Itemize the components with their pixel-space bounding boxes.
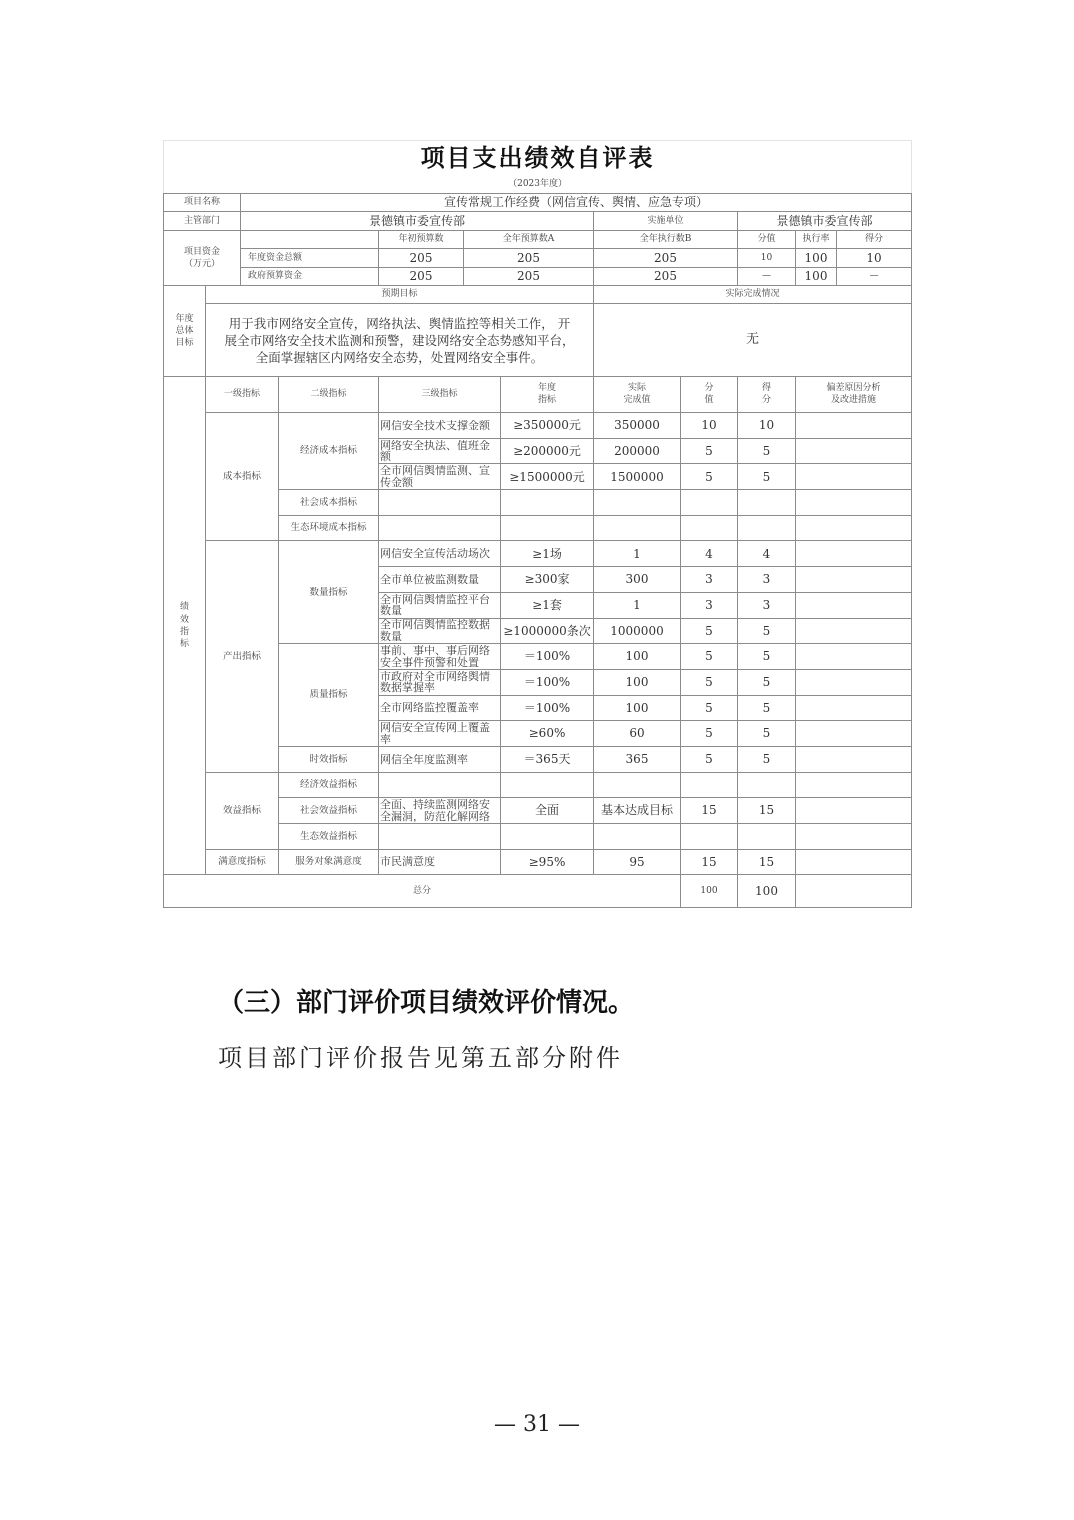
funds-row-label: 年度资金总额 [241,249,379,268]
annual-target-cell [501,669,594,695]
weight-cell [681,695,738,721]
score-cell [738,798,796,824]
level2-indicator: 生态环境成本指标 [290,522,367,534]
total-label: 总分 [164,875,681,908]
header-weight: 分 值 [681,377,738,413]
annual-target-cell [501,592,594,618]
page-number: — 31 — [494,1412,580,1437]
actual-value: 95 [629,854,645,869]
level2-indicator-cell [279,515,379,541]
annual-target: ＝100% [523,675,571,690]
deviation-analysis-cell [796,515,912,541]
level1-indicator: 产出指标 [222,650,261,662]
funds-weight-value: — [738,268,796,286]
annual-target: ≥200000元 [513,443,581,458]
actual-value: 1 [633,546,641,561]
year-row [164,176,912,194]
total-deviation-blank [796,875,912,908]
weight-cell [681,746,738,772]
actual-value: 350000 [614,418,660,433]
level2-indicator-cell [279,824,379,850]
table-year: （2023年度） [164,176,912,194]
weight: 4 [705,546,713,561]
level3-indicator: 全市网信舆情监控数据数量 [380,619,490,643]
weight-cell [681,567,738,593]
score-cell [738,541,796,567]
expected-goal-header: 预期目标 [206,286,594,304]
weight: 15 [701,854,717,869]
level3-indicator-cell [379,515,501,541]
annual-target-cell [501,849,594,875]
level3-indicator: 事前、事中、事后网络安全事件预警和处置 [380,645,490,669]
header-level3: 三级指标 [379,377,501,413]
total-score: 100 [738,875,796,908]
actual-value-cell [594,695,681,721]
weight-cell [681,592,738,618]
annual-target-cell [501,721,594,747]
score: 5 [762,675,771,690]
annual-target: ≥1套 [532,597,562,612]
score: 4 [762,546,771,561]
level2-indicator: 服务对象满意度 [295,856,362,868]
level3-indicator: 网信全年度监测率 [380,753,468,766]
weight: 5 [705,443,713,458]
deviation-analysis-cell [796,669,912,695]
weight-cell [681,644,738,670]
funds-score-value: — [837,268,912,286]
deviation-analysis-cell [796,695,912,721]
level3-indicator-cell [379,746,501,772]
actual-value: 365 [625,752,649,767]
actual-value-cell [594,464,681,490]
deviation-analysis-cell [796,464,912,490]
level2-indicator: 社会成本指标 [299,496,357,508]
annual-target-cell [501,618,594,644]
weight: 5 [705,623,713,638]
annual-target: ＝100% [523,700,571,715]
level1-indicator: 效益指标 [222,804,261,816]
level3-indicator-cell [379,592,501,618]
level2-indicator-cell [279,490,379,516]
annual-target-cell [501,515,594,541]
score-cell [738,438,796,464]
score-cell [738,618,796,644]
annual-target: ＝365天 [523,752,571,767]
funds-header-executed: 全年执行数B [594,231,738,249]
annual-target-cell [501,490,594,516]
actual-value-cell [594,849,681,875]
level2-indicator: 数量指标 [309,586,348,598]
indicator-header-row [164,377,912,413]
weight: 5 [705,700,713,715]
level2-indicator: 生态效益指标 [299,830,357,842]
department-label: 主管部门 [164,212,241,231]
score-cell [738,592,796,618]
weight: 5 [705,649,713,664]
indicator-row [164,849,912,875]
indicators-label: 绩效指标 [179,602,189,649]
deviation-analysis-cell [796,438,912,464]
funds-annual-value: 205 [464,249,594,268]
score-cell [738,464,796,490]
level3-indicator: 网信安全宣传活动场次 [380,548,490,560]
section-text: 项目部门评价报告见第五部分附件 [218,1044,623,1072]
funds-header-row [164,231,912,249]
weight: 5 [705,752,713,767]
actual-value-cell [594,490,681,516]
expected-goal-text [206,304,594,377]
actual-value: 200000 [614,443,660,458]
annual-target: ≥350000元 [513,418,581,433]
weight-cell [681,849,738,875]
score: 15 [758,803,775,818]
funds-executed-value: 205 [594,268,738,286]
funds-initial-value: 205 [379,249,464,268]
annual-target: ＝100% [523,649,571,664]
header-level2: 二级指标 [279,377,379,413]
header-level1: 一级指标 [206,377,279,413]
deviation-analysis-cell [796,824,912,850]
actual-value-cell [594,438,681,464]
funds-label: 项目资金（万元） [183,246,220,269]
weight-cell [681,438,738,464]
goal-content-row [164,304,912,377]
weight-cell [681,798,738,824]
project-name-value: 宣传常规工作经费（网信宣传、舆情、应急专项） [241,194,912,212]
level3-indicator: 市政府对全市网络舆情数据掌握率 [380,670,490,694]
weight: 5 [705,726,713,741]
level1-indicator: 成本指标 [222,471,261,483]
weight-cell [681,464,738,490]
actual-value-cell [594,567,681,593]
actual-value-cell [594,772,681,798]
actual-value-cell [594,721,681,747]
level3-indicator: 市民满意度 [380,856,435,868]
department-row [164,212,912,231]
score: 5 [762,752,771,767]
actual-value-cell [594,746,681,772]
weight-cell [681,772,738,798]
score: 5 [762,469,771,484]
level2-indicator-cell [279,798,379,824]
score: 5 [762,443,771,458]
indicators-label-cell [164,377,206,875]
section-heading: （三）部门评价项目绩效评价情况。 [218,988,635,1018]
funds-header-rate: 执行率 [796,231,837,249]
annual-target: 全面 [534,803,559,818]
score-cell [738,490,796,516]
funds-executed-value: 205 [594,249,738,268]
level3-indicator-cell [379,464,501,490]
actual-value: 300 [625,572,649,587]
annual-target: ≥95% [528,854,566,869]
score-cell [738,721,796,747]
level3-indicator-cell [379,644,501,670]
deviation-analysis-cell [796,721,912,747]
level3-indicator: 全市单位被监测数量 [380,573,479,586]
deviation-analysis-cell [796,746,912,772]
actual-value: 60 [629,726,645,741]
weight-cell [681,541,738,567]
goal-header-row [164,286,912,304]
annual-target-cell [501,567,594,593]
annual-target: ≥60% [528,726,566,741]
funds-row-label: 政府预算资金 [241,268,379,286]
level3-indicator-cell [379,541,501,567]
deviation-analysis-cell [796,772,912,798]
header-deviation-analysis: 偏差原因分析 及改进措施 [796,377,912,413]
total-weight: 100 [681,875,738,908]
level3-indicator: 全市网络监控覆盖率 [380,702,479,714]
annual-target-cell [501,746,594,772]
level3-indicator-cell [379,695,501,721]
deviation-analysis-cell [796,490,912,516]
expected-goal-line: 全面掌握辖区内网络安全态势，处置网络安全事件。 [255,349,544,365]
goal-label: 年度总体目标 [175,313,194,349]
header-annual-target: 年度 指标 [501,377,594,413]
performance-self-evaluation-table [163,140,912,908]
actual-value: 1500000 [610,469,664,484]
annual-target-cell [501,798,594,824]
funds-header-annual: 全年预算数A [464,231,594,249]
level2-indicator: 质量指标 [309,689,348,701]
level2-indicator: 社会效益指标 [299,804,357,816]
funds-rate-value: 100 [796,249,837,268]
funds-row-total [164,249,912,268]
funds-score-value: 10 [837,249,912,268]
score-cell [738,695,796,721]
actual-value: 1000000 [610,623,664,638]
score-cell [738,849,796,875]
level1-indicator-cell [206,413,279,541]
weight: 5 [705,469,713,484]
deviation-analysis-cell [796,567,912,593]
weight: 10 [701,418,717,433]
annual-target: ≥300家 [524,572,570,587]
weight-cell [681,669,738,695]
expected-goal-line: 用于我市网络安全宣传，网络执法、舆情监控等相关工作， 开 [228,315,571,331]
actual-value: 1 [633,597,641,612]
deviation-analysis-cell [796,618,912,644]
funds-weight-value: 10 [738,249,796,268]
indicator-row [164,772,912,798]
implementer-label: 实施单位 [594,212,738,231]
deviation-analysis-cell [796,849,912,875]
score-cell [738,567,796,593]
annual-target-cell [501,464,594,490]
annual-target-cell [501,541,594,567]
actual-completion-text: 无 [594,304,912,377]
level3-indicator-cell [379,567,501,593]
level3-indicator: 网信安全宣传网上覆盖率 [380,722,490,746]
score-cell [738,669,796,695]
annual-target-cell [501,413,594,439]
funds-header-initial: 年初预算数 [379,231,464,249]
actual-completion-header: 实际完成情况 [594,286,912,304]
score: 10 [758,418,775,433]
weight-cell [681,721,738,747]
funds-annual-value: 205 [464,268,594,286]
score: 3 [762,572,771,587]
expected-goal-line: 展全市网络安全技术监测和预警，建设网络安全态势感知平台， [224,332,575,348]
annual-target: ≥1000000条次 [503,623,591,638]
score: 5 [762,700,771,715]
actual-value-cell [594,618,681,644]
deviation-analysis-cell [796,413,912,439]
weight-cell [681,824,738,850]
actual-value-cell [594,669,681,695]
funds-row-government [164,268,912,286]
actual-value: 100 [625,675,649,690]
level3-indicator: 网络安全执法、值班金额 [380,439,490,463]
level3-indicator-cell [379,669,501,695]
score-cell [738,413,796,439]
score: 5 [762,623,771,638]
level3-indicator-cell [379,490,501,516]
weight-cell [681,413,738,439]
actual-value: 100 [625,700,649,715]
level3-indicator-cell [379,772,501,798]
annual-target: ≥1场 [532,546,562,561]
score-cell [738,644,796,670]
total-row [164,875,912,908]
level1-indicator-cell [206,541,279,772]
actual-value-cell [594,824,681,850]
funds-initial-value: 205 [379,268,464,286]
actual-value-cell [594,541,681,567]
actual-value: 基本达成目标 [600,803,673,818]
weight-cell [681,618,738,644]
level3-indicator-cell [379,798,501,824]
weight: 15 [701,803,717,818]
weight-cell [681,490,738,516]
actual-value-cell [594,798,681,824]
deviation-analysis-cell [796,644,912,670]
weight: 5 [705,675,713,690]
score-cell [738,515,796,541]
title-row [164,141,912,176]
funds-header-weight: 分值 [738,231,796,249]
table-title: 项目支出绩效自评表 [164,141,912,176]
level1-indicator: 满意度指标 [218,856,266,868]
score-cell [738,772,796,798]
annual-target-cell [501,824,594,850]
level2-indicator-cell [279,772,379,798]
annual-target-cell [501,772,594,798]
actual-value-cell [594,592,681,618]
header-score: 得 分 [738,377,796,413]
department-value: 景德镇市委宣传部 [241,212,594,231]
actual-value-cell [594,515,681,541]
level2-indicator-cell [279,541,379,644]
level3-indicator-cell [379,413,501,439]
annual-target: ≥1500000元 [509,469,585,484]
level3-indicator: 网信安全技术支撑金额 [380,419,490,432]
project-name-row [164,194,912,212]
score: 5 [762,726,771,741]
score: 5 [762,649,771,664]
funds-header-blank [241,231,379,249]
goal-label-cell [164,286,206,377]
level1-indicator-cell [206,772,279,849]
level3-indicator: 全市网信舆情监测、宣传金额 [380,465,490,489]
annual-target-cell [501,438,594,464]
level3-indicator-cell [379,721,501,747]
actual-value: 100 [625,649,649,664]
project-name-label: 项目名称 [164,194,241,212]
funds-header-score: 得分 [837,231,912,249]
level2-indicator-cell [279,413,379,490]
annual-target-cell [501,644,594,670]
level3-indicator-cell [379,438,501,464]
weight-cell [681,515,738,541]
level2-indicator-cell [279,746,379,772]
deviation-analysis-cell [796,541,912,567]
level3-indicator-cell [379,824,501,850]
funds-rate-value: 100 [796,268,837,286]
deviation-analysis-cell [796,592,912,618]
indicator-row [164,541,912,567]
score: 3 [762,597,771,612]
implementer-value: 景德镇市委宣传部 [738,212,912,231]
level3-indicator: 全面、持续监测网络安全漏洞，防范化解网络 [380,799,490,823]
level2-indicator-cell [279,644,379,747]
level3-indicator-cell [379,849,501,875]
level2-indicator: 经济效益指标 [299,779,357,791]
score-cell [738,824,796,850]
header-actual-value: 实际 完成值 [594,377,681,413]
annual-target-cell [501,695,594,721]
level2-indicator: 经济成本指标 [299,445,357,457]
score: 15 [758,854,775,869]
deviation-analysis-cell [796,798,912,824]
weight: 3 [705,597,713,612]
funds-label-cell [164,231,241,286]
level3-indicator-cell [379,618,501,644]
weight: 3 [705,572,713,587]
score-cell [738,746,796,772]
level1-indicator-cell [206,849,279,875]
actual-value-cell [594,644,681,670]
actual-value-cell [594,413,681,439]
level3-indicator: 全市网信舆情监控平台数量 [380,593,490,617]
level2-indicator-cell [279,849,379,875]
level2-indicator: 时效指标 [309,753,348,765]
indicator-row [164,413,912,439]
